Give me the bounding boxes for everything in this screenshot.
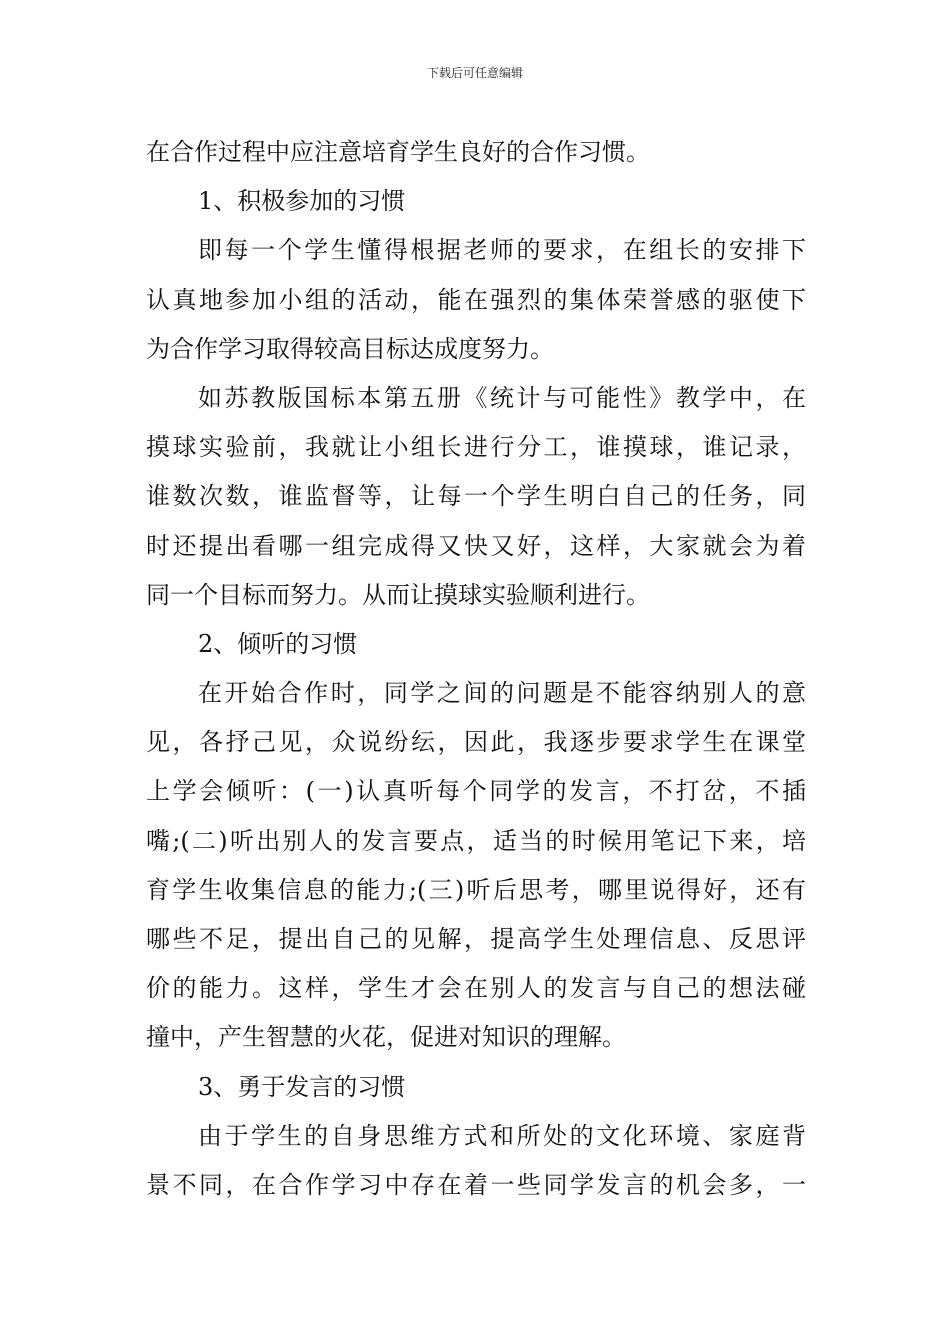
paragraph-line: 价的能力。这样，学生才会在别人的发言与自己的想法碰 [146, 974, 806, 1003]
paragraph-line: 上学会倾听：(一)认真听每个同学的发言，不打岔，不插 [146, 777, 806, 806]
section-heading: 3、勇于发言的习惯 [198, 1072, 406, 1101]
paragraph-line: 在开始合作时，同学之间的问题是不能容纳别人的意 [198, 679, 806, 708]
paragraph-line: 摸球实验前，我就让小组长进行分工，谁摸球，谁记录， [146, 433, 806, 462]
document-body [146, 128, 806, 1210]
page-header: 下载后可任意编辑 [426, 66, 523, 80]
paragraph-line: 在合作过程中应注意培育学生良好的合作习惯。 [146, 138, 650, 166]
paragraph-line: 见，各抒己见，众说纷纭，因此，我逐步要求学生在课堂 [146, 728, 806, 757]
paragraph-line: 如苏教版国标本第五册《统计与可能性》教学中，在 [198, 383, 806, 412]
section-heading: 2、倾听的习惯 [198, 629, 358, 658]
paragraph-line: 哪些不足，提出自己的见解，提高学生处理信息、反思评 [146, 925, 806, 953]
paragraph-line: 即每一个学生懂得根据老师的要求，在组长的安排下 [198, 236, 806, 265]
paragraph-line: 嘴;(二)听出别人的发言要点，适当的时候用笔记下来，培 [146, 826, 806, 855]
paragraph-line: 育学生收集信息的能力;(三)听后思考，哪里说得好，还有 [146, 875, 806, 904]
paragraph-line: 时还提出看哪一组完成得又快又好，这样，大家就会为着 [146, 531, 806, 560]
paragraph-line: 谁数次数，谁监督等，让每一个学生明白自己的任务，同 [146, 482, 806, 511]
paragraph-line: 撞中，产生智慧的火花，促进对知识的理解。 [146, 1023, 626, 1052]
section-heading: 1、积极参加的习惯 [198, 187, 406, 216]
paragraph-line: 同一个目标而努力。从而让摸球实验顺利进行。 [146, 580, 650, 609]
paragraph-line: 认真地参加小组的活动，能在强烈的集体荣誉感的驱使下 [146, 285, 806, 314]
paragraph-line: 由于学生的自身思维方式和所处的文化环境、家庭背 [198, 1121, 806, 1150]
paragraph-line: 景不同，在合作学习中存在着一些同学发言的机会多，一 [146, 1170, 806, 1199]
paragraph-line: 为合作学习取得较高目标达成度努力。 [146, 334, 554, 363]
